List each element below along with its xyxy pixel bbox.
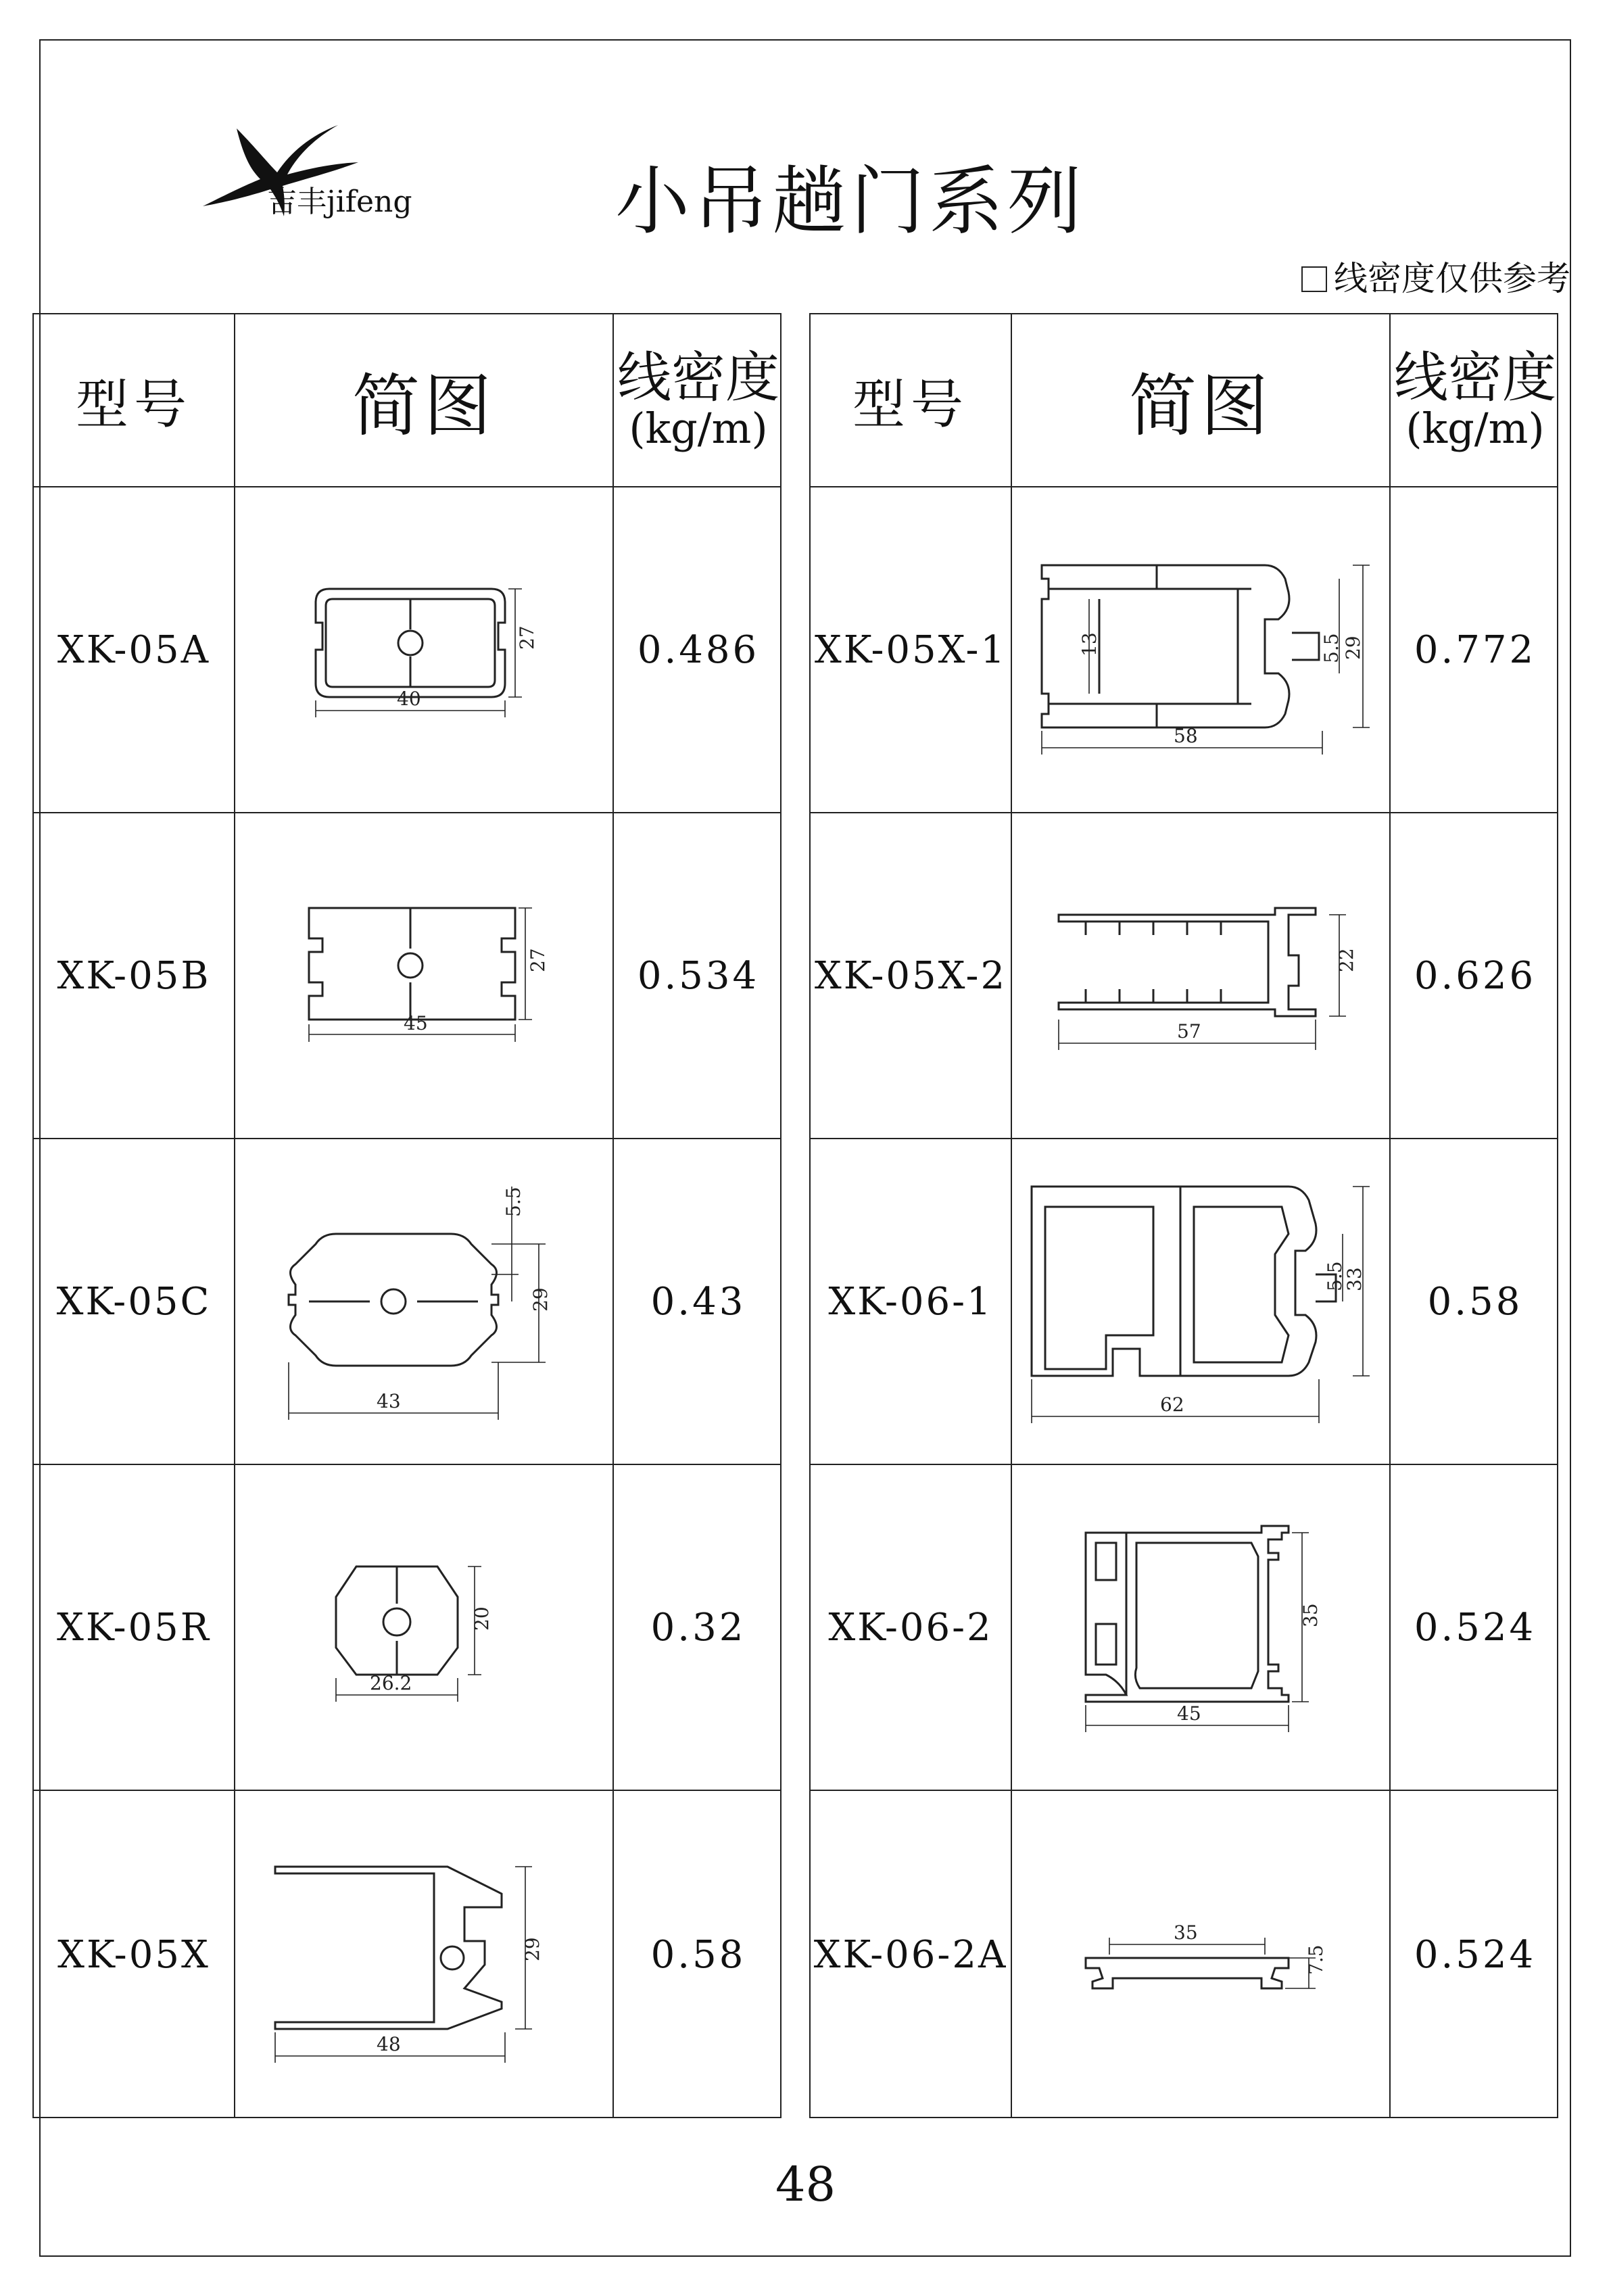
density-xk-05b: 0.534 <box>637 953 760 998</box>
dim-label: 27 <box>516 625 538 650</box>
model-xk-06-2a: XK-06-2A <box>813 1932 1008 1977</box>
model-xk-05x-1: XK-05X-1 <box>814 627 1007 672</box>
model-xk-05b: XK-05B <box>57 953 211 998</box>
density-xk-06-2a: 0.524 <box>1414 1932 1537 1977</box>
sketch-xk-06-2a <box>1012 1791 1389 2118</box>
density-xk-05c: 0.43 <box>650 1279 746 1324</box>
dim-label: 43 <box>377 1390 401 1412</box>
sketch-xk-05x <box>235 1791 612 2118</box>
dim-label: 57 <box>1177 1020 1201 1043</box>
sketch-xk-05c <box>235 1139 612 1464</box>
header-sketch: 简图 <box>352 366 496 446</box>
density-note-text: 线密度仅供参考 <box>1334 259 1570 298</box>
model-xk-05r: XK-05R <box>57 1605 211 1650</box>
dim-label: 35 <box>1174 1921 1198 1944</box>
sketch-xk-06-1 <box>1012 1139 1389 1464</box>
header-model: 型号 <box>852 375 969 435</box>
dim-label: 5.5 <box>502 1187 525 1217</box>
dim-label: 62 <box>1160 1393 1184 1416</box>
page-title: 小吊趟门系列 <box>615 158 1086 245</box>
density-xk-06-2: 0.524 <box>1414 1605 1537 1650</box>
brand-name: 吉丰jifeng <box>267 185 412 219</box>
dim-label: 5.5 <box>1320 633 1343 663</box>
model-xk-05x: XK-05X <box>57 1932 210 1977</box>
dim-label: 13 <box>1078 632 1101 656</box>
model-xk-05c: XK-05C <box>56 1279 212 1324</box>
header-density <box>614 314 783 486</box>
dim-label: 45 <box>404 1012 428 1034</box>
dim-label: 35 <box>1299 1603 1322 1627</box>
sketch-xk-05b <box>235 813 612 1138</box>
header-model: 型号 <box>75 375 192 435</box>
dim-label: 22 <box>1335 948 1357 972</box>
right-table <box>809 313 1558 2118</box>
dim-label: 48 <box>377 2033 401 2055</box>
model-xk-05a: XK-05A <box>57 627 211 672</box>
header-density-unit: (kg/m) <box>1405 404 1545 454</box>
dim-label: 40 <box>397 688 421 710</box>
density-xk-05a: 0.486 <box>637 627 760 672</box>
dim-label: 29 <box>1342 636 1364 660</box>
density-note <box>1301 252 1570 300</box>
header-density-unit: (kg/m) <box>629 404 768 454</box>
density-xk-05x-1: 0.772 <box>1414 627 1537 672</box>
header-density-label: 线密度 <box>1394 346 1556 410</box>
dim-label: 7.5 <box>1305 1944 1327 1975</box>
dim-label: 5.5 <box>1324 1261 1346 1291</box>
sketch-xk-05r <box>235 1465 612 1790</box>
model-xk-05x-2: XK-05X-2 <box>814 953 1007 998</box>
header-density-label: 线密度 <box>617 346 779 410</box>
density-xk-05r: 0.32 <box>650 1605 746 1650</box>
model-xk-06-2: XK-06-2 <box>828 1605 993 1650</box>
model-xk-06-1: XK-06-1 <box>828 1279 993 1324</box>
dim-label: 33 <box>1343 1267 1366 1291</box>
left-table <box>32 313 782 2118</box>
sketch-xk-05x-2 <box>1012 813 1389 1138</box>
header-sketch: 简图 <box>1129 366 1272 446</box>
checkbox-icon <box>1301 266 1327 292</box>
density-xk-05x-2: 0.626 <box>1414 953 1537 998</box>
dim-label: 26.2 <box>370 1672 412 1694</box>
density-xk-06-1: 0.58 <box>1427 1279 1523 1324</box>
dim-label: 58 <box>1174 725 1198 747</box>
density-xk-05x: 0.58 <box>650 1932 746 1977</box>
sketch-xk-05a <box>235 487 612 812</box>
dim-label: 45 <box>1177 1702 1201 1725</box>
page-number: 48 <box>775 2157 836 2212</box>
dim-label: 29 <box>521 1937 544 1961</box>
sketch-xk-06-2 <box>1012 1465 1389 1790</box>
header-density <box>1391 314 1560 486</box>
dim-label: 20 <box>471 1606 493 1631</box>
sketch-xk-05x-1 <box>1012 487 1389 812</box>
dim-label: 27 <box>527 948 549 972</box>
dim-label: 29 <box>529 1287 552 1312</box>
